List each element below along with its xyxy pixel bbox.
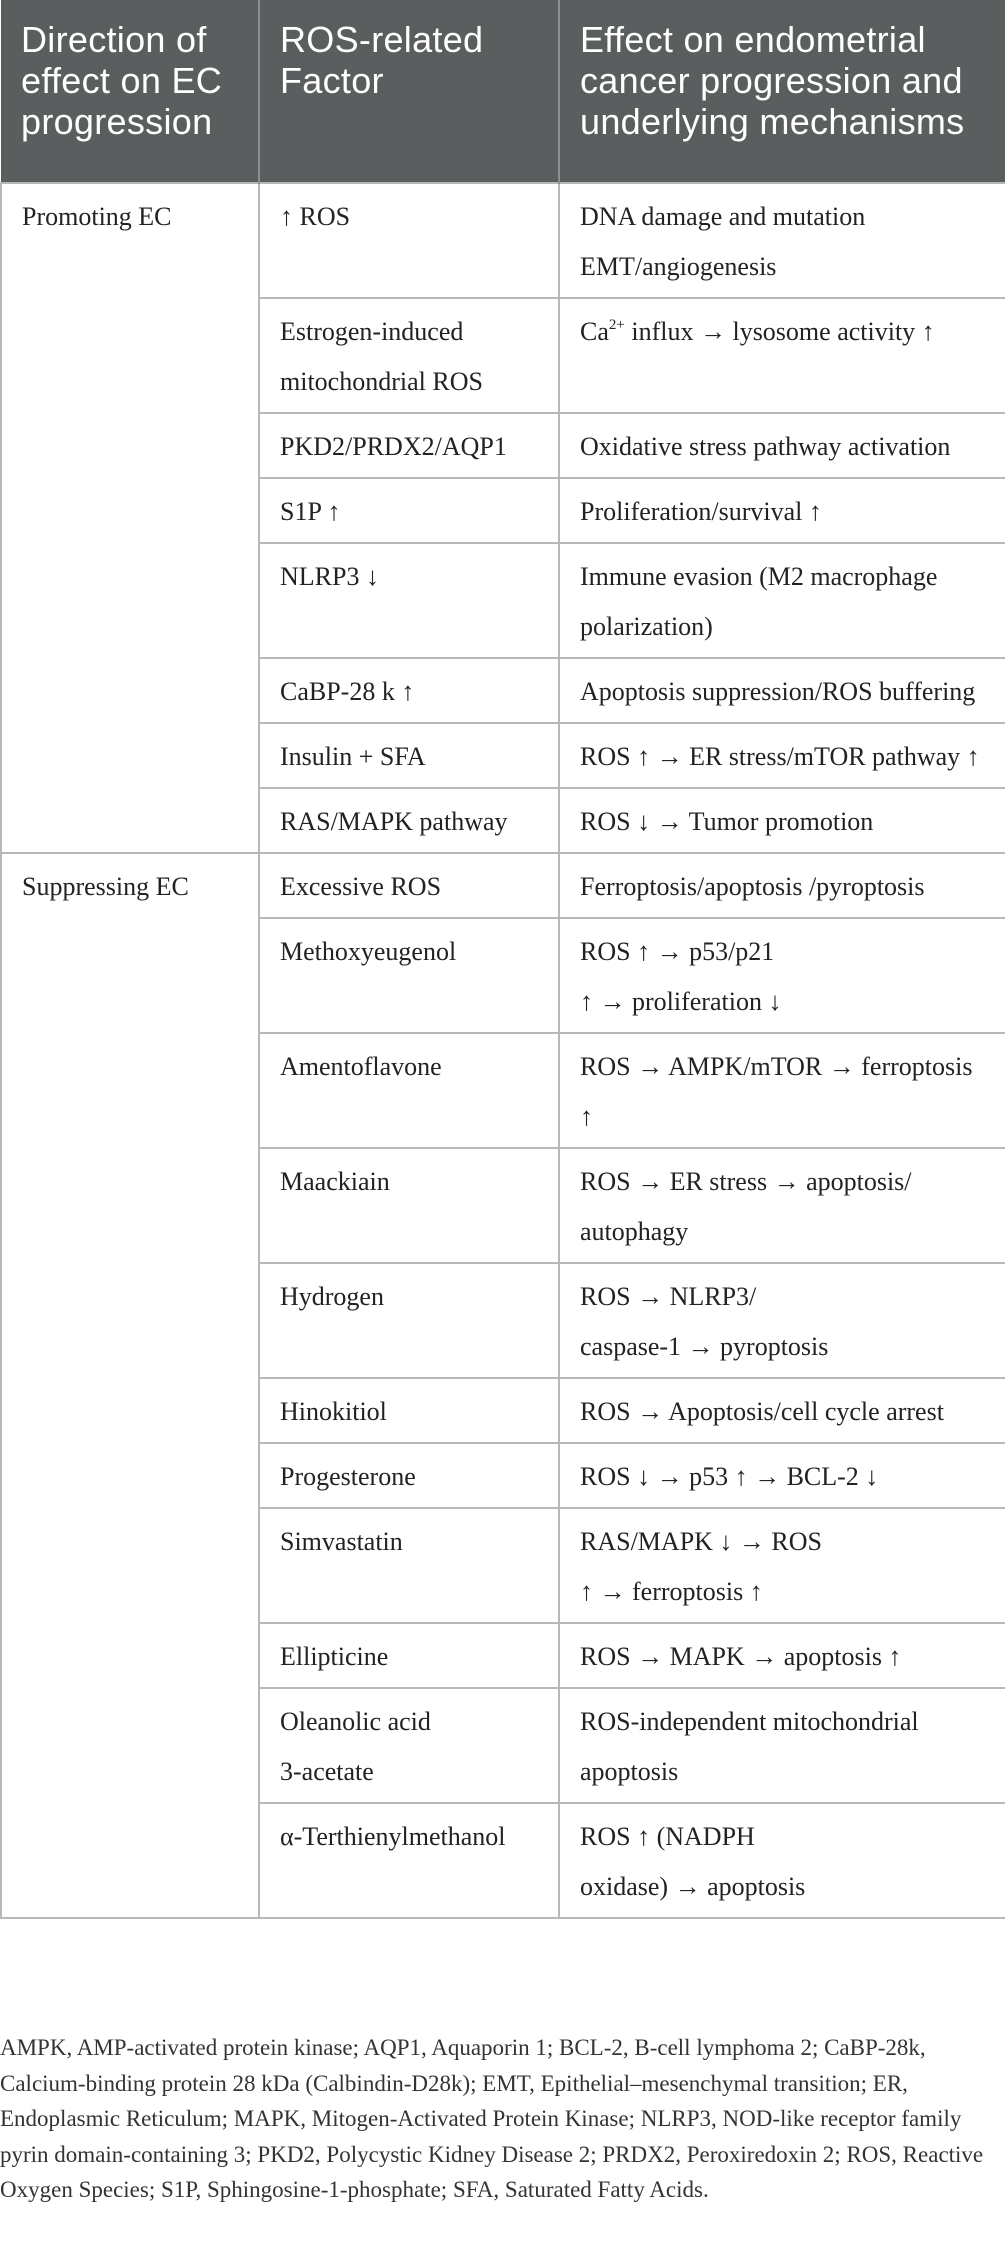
effect-cell: Apoptosis suppression/ROS buffering xyxy=(559,658,1005,723)
calcium-charge-superscript: 2+ xyxy=(608,317,625,333)
factor-cell: Hinokitiol xyxy=(259,1378,559,1443)
table-body xyxy=(1,183,1005,1918)
effect-cell: ROS → AMPK/mTOR → ferroptosis ↑ xyxy=(559,1033,1005,1148)
effect-cell: ROS-independent mitochondrial apoptosis xyxy=(559,1688,1005,1803)
effect-text-pre: Ca xyxy=(580,317,609,346)
factor-cell: Methoxyeugenol xyxy=(259,918,559,1033)
factor-cell: CaBP-28 k ↑ xyxy=(259,658,559,723)
factor-cell: NLRP3 ↓ xyxy=(259,543,559,658)
effect-cell: Immune evasion (M2 macrophage polarization) xyxy=(559,543,1005,658)
effect-cell: Proliferation/survival ↑ xyxy=(559,478,1005,543)
factor-cell: S1P ↑ xyxy=(259,478,559,543)
effect-cell: ROS → Apoptosis/cell cycle arrest xyxy=(559,1378,1005,1443)
factor-cell: Estrogen-induced mitochondrial ROS xyxy=(259,298,559,413)
effect-text-post: influx → lysosome activity ↑ xyxy=(624,317,935,346)
factor-cell: Ellipticine xyxy=(259,1623,559,1688)
header-effect: Effect on endometrial cancer progression and underlying mechanisms xyxy=(559,0,1005,183)
factor-cell: Progesterone xyxy=(259,1443,559,1508)
factor-cell: ↑ ROS xyxy=(259,183,559,298)
factor-cell: Oleanolic acid 3-acetate xyxy=(259,1688,559,1803)
factor-cell: Maackiain xyxy=(259,1148,559,1263)
direction-cell-suppressing: Suppressing EC xyxy=(1,853,259,1918)
factor-cell: Insulin + SFA xyxy=(259,723,559,788)
factor-cell: Simvastatin xyxy=(259,1508,559,1623)
factor-cell: Amentoflavone xyxy=(259,1033,559,1148)
table-row xyxy=(1,853,1005,918)
effect-cell: ROS → NLRP3/ caspase-1 → pyroptosis xyxy=(559,1263,1005,1378)
table-header xyxy=(1,0,1005,183)
effect-cell: ROS ↑ → p53/p21 ↑ → proliferation ↓ xyxy=(559,918,1005,1033)
effect-cell: RAS/MAPK ↓ → ROS ↑ → ferroptosis ↑ xyxy=(559,1508,1005,1623)
effect-cell: ROS → ER stress → apoptosis/ autophagy xyxy=(559,1148,1005,1263)
effect-cell: DNA damage and mutation EMT/angiogenesis xyxy=(559,183,1005,298)
effect-cell: ROS ↓ → Tumor promotion xyxy=(559,788,1005,853)
effect-cell: ROS ↓ → p53 ↑ → BCL-2 ↓ xyxy=(559,1443,1005,1508)
direction-cell-promoting: Promoting EC xyxy=(1,183,259,853)
effect-cell: Oxidative stress pathway activation xyxy=(559,413,1005,478)
effect-cell: ROS ↑ (NADPH oxidase) → apoptosis xyxy=(559,1803,1005,1918)
factor-cell: PKD2/PRDX2/AQP1 xyxy=(259,413,559,478)
table-row xyxy=(1,183,1005,298)
effect-cell: ROS ↑ → ER stress/mTOR pathway ↑ xyxy=(559,723,1005,788)
effect-cell: ROS → MAPK → apoptosis ↑ xyxy=(559,1623,1005,1688)
factor-cell: Excessive ROS xyxy=(259,853,559,918)
header-factor: ROS-related Factor xyxy=(259,0,559,183)
effect-cell xyxy=(559,298,1005,413)
abbreviations-footnote: AMPK, AMP-activated protein kinase; AQP1, Aquaporin 1; BCL-2, B-cell lymphoma 2; CaBP-28k, Calcium-binding protein 28 kDa (Calbindin-D28k); EMT, Epithelial–mesenchymal transition; ER, Endoplasmic Reticulum; MAPK, Mitogen-Activated Protein Kinase; NLRP3, NOD-like receptor family pyrin domain-containing 3; PKD2, Polycystic Kidney Disease 2; PRDX2, Peroxiredoxin 2; ROS, Reactive Oxygen Species; S1P, Sphingosine-1-phosphate; SFA, Saturated Fatty Acids. xyxy=(0,2035,984,2202)
factor-cell: Hydrogen xyxy=(259,1263,559,1378)
factor-cell: α-Terthienylmethanol xyxy=(259,1803,559,1918)
factor-cell: RAS/MAPK pathway xyxy=(259,788,559,853)
header-direction: Direction of effect on EC progression xyxy=(1,0,259,183)
effect-cell: Ferroptosis/apoptosis /pyroptosis xyxy=(559,853,1005,918)
